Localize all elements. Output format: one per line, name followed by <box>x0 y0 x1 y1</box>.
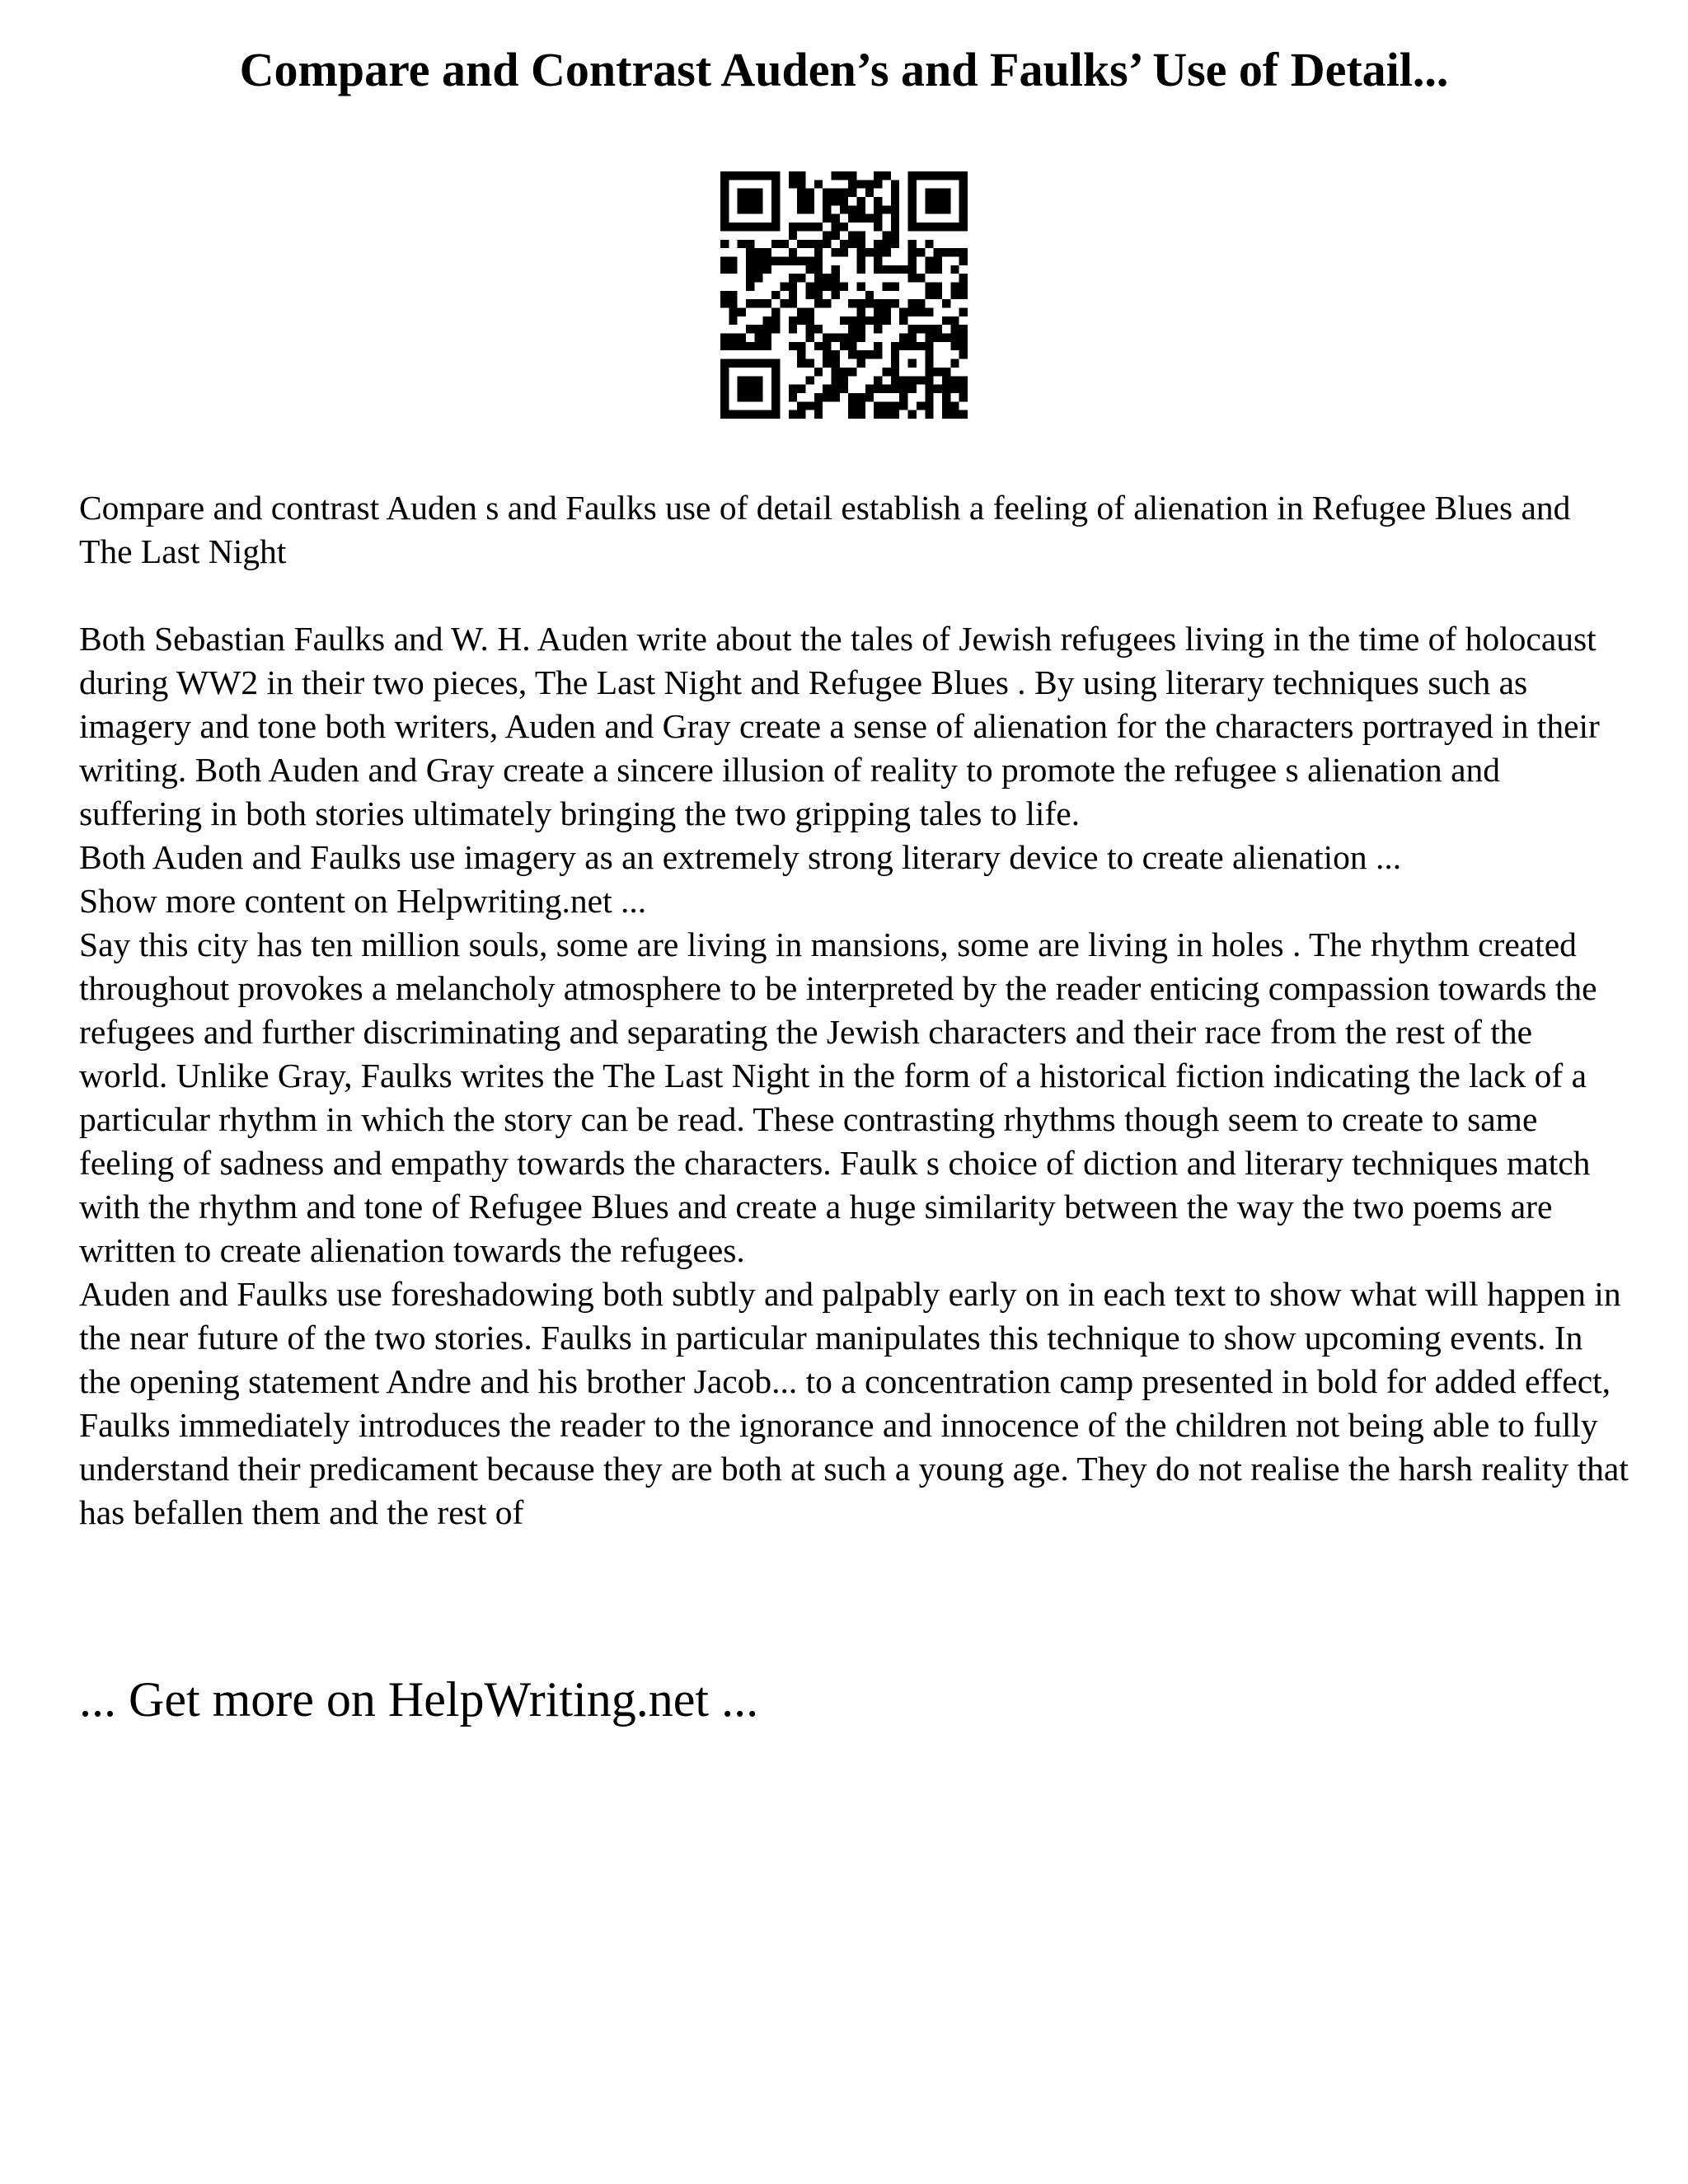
paragraph-intro: Both Sebastian Faulks and W. H. Auden write about the tales of Jewish refugees living in the time of holocaust during WW2 in their two pieces, The Last Night and Refugee Blues . By using literary techniques such as imagery and tone both writers, Auden and Gray create a sense of alienation for the characters portrayed in their writing. Both Auden and Gray create a sincere illusion of reality to promote the refugee s alienation and suffering in both stories ultimately bringing the two gripping tales to life. <box>79 620 1600 832</box>
qr-code <box>720 171 968 419</box>
essay-body <box>79 486 1629 1535</box>
show-more-link[interactable]: Show more content on Helpwriting.net ... <box>79 882 647 920</box>
paragraph-imagery: Both Auden and Faulks use imagery as an extremely strong literary device to create alienation ... <box>79 838 1402 876</box>
paragraph-rhythm: Say this city has ten million souls, some are living in mansions, some are living in holes . The rhythm created throughout provokes a melancholy atmosphere to be interpreted by the reader enticing compassion towards the refugees and further discriminating and separating the Jewish characters and their race from the rest of the world. Unlike Gray, Faulks writes the The Last Night in the form of a historical fiction indicating the lack of a particular rhythm in which the story can be read. These contrasting rhythms though seem to create to same feeling of sadness and empathy towards the characters. Faulk s choice of diction and literary techniques match with the rhythm and tone of Refugee Blues and create a huge similarity between the way the two poems are written to create alienation towards the refugees. <box>79 926 1597 1269</box>
get-more-link[interactable]: ... Get more on HelpWriting.net ... <box>79 1672 759 1727</box>
paragraph-foreshadowing: Auden and Faulks use foreshadowing both subtly and palpably early on in each text to show what will happen in the near future of the two stories. Faulks in particular manipulates this technique to show upcoming events. In the opening statement Andre and his brother Jacob... to a concentration camp presented in bold for added effect, Faulks immediately introduces the reader to the ignorance and innocence of the children not being able to fully understand their predicament because they are both at such a young age. They do not realise the harsh reality that has befallen them and the rest of <box>79 1275 1629 1531</box>
qr-code-icon <box>720 171 968 419</box>
essay-prompt: Compare and contrast Auden s and Faulks use of detail establish a feeling of alienation in Refugee Blues and The Last Night <box>79 489 1571 570</box>
page-title: Compare and Contrast Auden’s and Faulks’ Use of Detail... <box>239 43 1449 96</box>
paragraph-gap <box>79 574 1629 617</box>
